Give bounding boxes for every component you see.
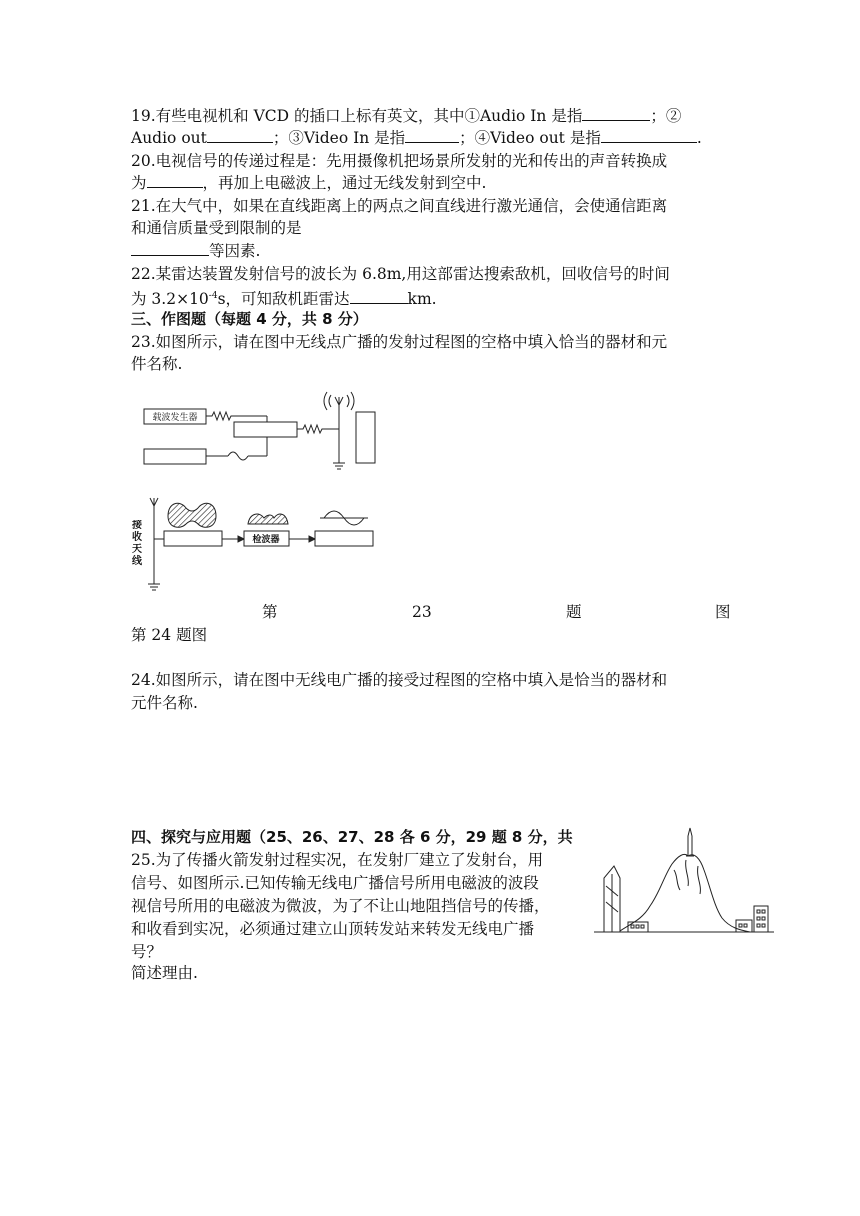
modulator-blank-box	[234, 422, 297, 437]
q19-line1: 19.有些电视机和 VCD 的插口上标有英文，其中①Audio In 是指 ；②	[131, 107, 682, 125]
caption-part: 第	[262, 603, 278, 621]
modulated-wave-icon	[168, 503, 216, 527]
detected-wave-icon	[248, 514, 288, 524]
q24-line2: 元件名称.	[131, 694, 198, 712]
answer-blank	[350, 289, 408, 304]
q25-line5: 号？	[131, 943, 163, 961]
q22-line1: 22.某雷达装置发射信号的波长为 6.8m,用这部雷达搜索敌机，回收信号的时间	[131, 265, 670, 283]
answer-blank	[147, 173, 203, 188]
q20-line2: 为 ，再加上电磁波上，通过无线发射到空中.	[131, 174, 487, 192]
detector-label: 检波器	[252, 535, 280, 545]
section4-clip	[131, 826, 593, 976]
audio-blank-box	[144, 449, 206, 464]
rocket-icon	[688, 828, 692, 856]
q21-line1: 21.在大气中，如果在直线距离上的两点之间直线进行激光通信，会使通信距离	[131, 197, 668, 215]
section-heading: 四、探究与应用题（25、26、27、28 各 6 分，29 题 8 分，共	[131, 828, 573, 846]
caption-part: 题	[566, 603, 582, 621]
answer-blank	[405, 128, 459, 143]
answer-blank	[207, 128, 273, 143]
output-zigzag	[297, 425, 328, 433]
q25-line4: 和收看到实况，必须通过建立山顶转发站来转发无线电广播	[131, 920, 535, 938]
answer-blank	[131, 241, 209, 256]
q25-line1: 25.为了传播火箭发射过程实况，在发射厂建立了发射台，用	[131, 851, 544, 869]
answer-blank	[582, 106, 650, 121]
q25-line6: 简述理由.	[131, 964, 198, 982]
carrier-generator-label: 载波发生器	[152, 413, 198, 423]
mountain-icon	[620, 854, 750, 932]
q22-line2: 为 $3.2\times 10^{-4}s$，可知敌机距雷达 km.	[131, 290, 437, 309]
rocket-mountain-illustration	[590, 826, 775, 938]
q21-line2: 和通信质量受到限制的是	[131, 219, 302, 237]
audio-wave	[228, 452, 248, 460]
q23-line1: 23.如图所示，请在图中无线点广播的发射过程图的空格中填入恰当的器材和元	[131, 333, 668, 351]
carrier-zigzag	[206, 412, 236, 420]
q23-line2: 件名称.	[131, 355, 183, 373]
answer-blank	[601, 128, 697, 143]
q24-line1: 24.如图所示，请在图中无线电广播的接受过程图的空格中填入是恰当的器材和	[131, 671, 668, 689]
figure-24-receiver-diagram	[128, 492, 388, 592]
section-heading: 三、作图题（每题 4 分，共 8 分）	[131, 310, 368, 328]
q25-line2: 信号、如图所示.已知传输无线电广播信号所用电磁波的波段	[131, 874, 539, 892]
caption-part: 图	[715, 603, 731, 621]
q25-line3: 视信号所用的电磁波为微波，为了不让山地阻挡信号的传播，	[131, 897, 550, 915]
right-building	[754, 906, 768, 932]
antenna-label: 接收天线	[132, 520, 142, 567]
q21-line3: 等因素.	[131, 240, 260, 262]
q19-line2: Audio out ；③Video In 是指 ；④Video out 是指 .	[131, 129, 702, 147]
q20-line1: 20.电视信号的传递过程是：先用摄像机把场景所发射的光和传出的声音转换成	[131, 152, 668, 170]
transmitter-blank-box	[356, 412, 375, 463]
figure-24-caption: 第 24 题图	[131, 626, 208, 644]
receiver-blank-box	[315, 531, 373, 546]
figure-23-transmitter-diagram	[140, 385, 390, 475]
caption-part: 23	[412, 603, 432, 621]
tuner-blank-box	[164, 531, 222, 546]
